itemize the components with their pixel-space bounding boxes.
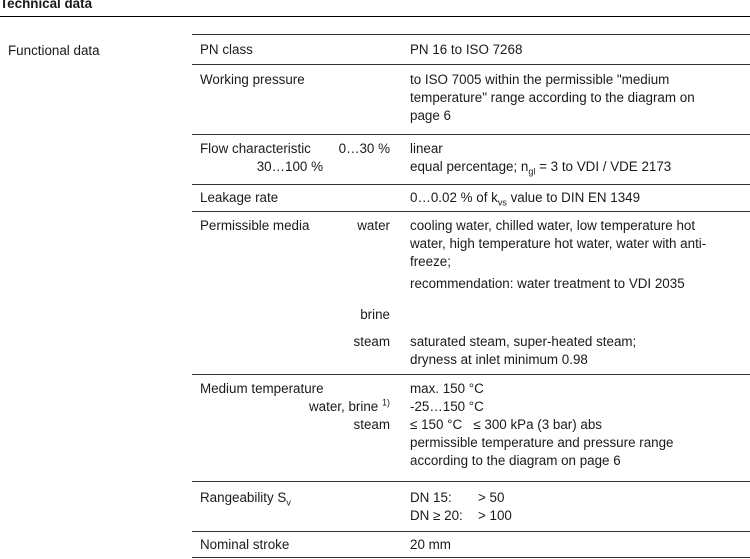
temp-max-value: max. 150 °C [410,381,484,396]
media-steam-value: saturated steam, super-heated steam; [410,334,637,349]
table-row-rangeability [192,482,750,532]
temp-note: according to the diagram on page 6 [410,453,621,468]
row-value: 0…0.02 % of $k_{vs}$ value to DIN EN 1349 [410,190,641,208]
temp-water-brine-value: -25…150 °C [410,399,484,414]
section-label: Functional data [8,43,100,58]
media-brine-label: brine [360,307,390,322]
media-steam-label: steam [353,334,390,349]
row-label: Leakage rate [200,190,279,205]
dn15-value: > 50 [478,490,505,505]
row-label: Permissible media [200,218,310,233]
row-label: Working pressure [200,72,305,87]
table-row-medium-temperature [192,375,750,482]
row-label: Rangeability $S_v$ [200,490,291,508]
table-row-pn-class [192,34,750,65]
range-high: 30…100 % [256,159,323,174]
table-row-working-pressure [192,65,750,135]
row-label: Nominal stroke [200,537,290,552]
row-value: linear [410,141,443,156]
temp-note: permissible temperature and pressure range [410,435,674,450]
media-water-label: water [357,218,390,233]
row-label: Flow characteristic [200,141,311,156]
temp-water-brine-label: water, brine $^{1)}$ [309,397,390,414]
row-value: 20 mm [410,537,451,552]
page-title: Technical data [0,0,93,11]
table-row-permissible-media [192,212,750,375]
table-row-flow-characteristic [192,135,750,185]
range-low: 0…30 % [338,141,390,156]
media-steam-dryness: dryness at inlet minimum 0.98 [410,352,588,367]
temp-steam-value: ≤ 150 °C ≤ 300 kPa (3 bar) abs [410,417,602,432]
dn15-label: DN 15: [410,490,452,505]
row-value: PN 16 to ISO 7268 [410,42,523,57]
table-row-nominal-stroke [192,532,750,558]
temp-steam-label: steam [353,417,390,432]
header-bar [0,0,750,17]
media-water-value: cooling water, chilled water, low temperature hot water, high temperature hot water, water with anti-freeze; [410,218,707,269]
row-value: equal percentage; $n_{gl} = 3$ to VDI / VDE 2173 [410,159,672,177]
dn20-value: > 100 [478,508,512,523]
media-water-recommendation: recommendation: water treatment to VDI 2035 [410,276,685,291]
row-value: to ISO 7005 within the permissible "medium temperature" range according to the diagram on page 6 [410,72,695,123]
row-label: PN class [200,42,253,57]
dn20-label: DN ≥ 20: [410,508,463,523]
table-row-leakage-rate [192,185,750,212]
row-label: Medium temperature [200,381,324,396]
